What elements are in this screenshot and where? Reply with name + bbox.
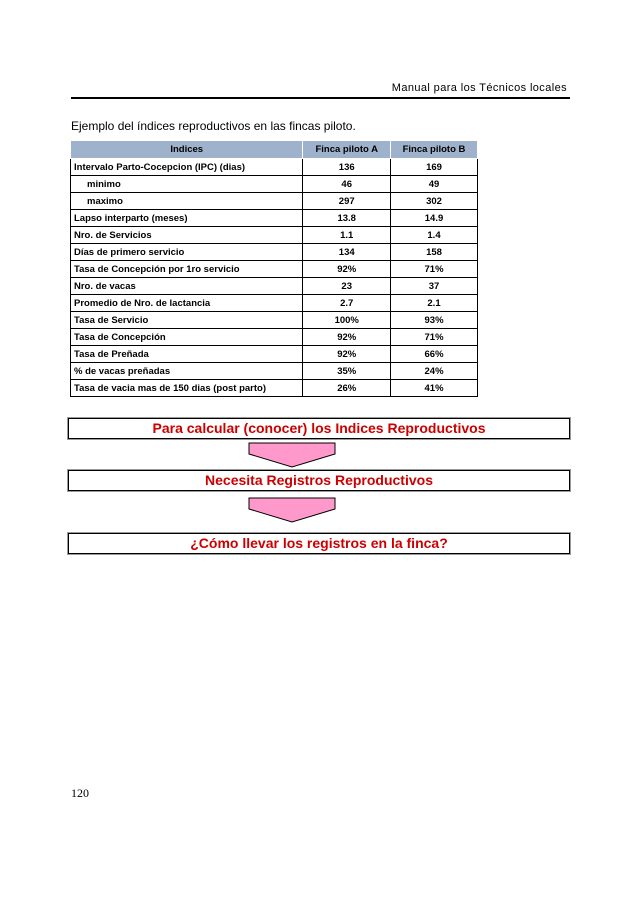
row-label: Tasa de Concepción por 1ro servicio	[71, 261, 303, 278]
down-arrow-icon	[248, 497, 336, 523]
value-finca-b: 71%	[391, 329, 478, 346]
value-finca-b: 1.4	[391, 227, 478, 244]
value-finca-a: 26%	[303, 380, 391, 397]
table-row	[71, 363, 478, 380]
header-title: Manual para los Técnicos locales	[391, 82, 567, 94]
value-finca-b: 302	[391, 193, 478, 210]
table-row	[71, 210, 478, 227]
table-row	[71, 244, 478, 261]
table-header-row	[71, 141, 478, 159]
row-label: Tasa de Servicio	[71, 312, 303, 329]
value-finca-a: 46	[303, 176, 391, 193]
row-label: % de vacas preñadas	[71, 363, 303, 380]
row-label: maximo	[71, 193, 303, 210]
row-label: Promedio de Nro. de lactancia	[71, 295, 303, 312]
column-header-finca-a: Finca piloto A	[303, 141, 391, 159]
table-row	[71, 278, 478, 295]
table-row	[71, 176, 478, 193]
value-finca-a: 1.1	[303, 227, 391, 244]
row-label: Intervalo Parto-Cocepcion (IPC) (dias)	[71, 159, 303, 176]
row-label: Tasa de Preñada	[71, 346, 303, 363]
value-finca-b: 169	[391, 159, 478, 176]
page-number: 120	[71, 786, 89, 800]
value-finca-b: 71%	[391, 261, 478, 278]
row-label: Tasa de Concepción	[71, 329, 303, 346]
value-finca-b: 24%	[391, 363, 478, 380]
value-finca-a: 35%	[303, 363, 391, 380]
value-finca-a: 92%	[303, 346, 391, 363]
value-finca-a: 92%	[303, 329, 391, 346]
column-header-indices: Indices	[71, 141, 303, 159]
value-finca-a: 297	[303, 193, 391, 210]
value-finca-a: 13.8	[303, 210, 391, 227]
header-rule	[71, 97, 570, 99]
table-row	[71, 329, 478, 346]
table-row	[71, 193, 478, 210]
value-finca-a: 134	[303, 244, 391, 261]
value-finca-b: 93%	[391, 312, 478, 329]
table-row	[71, 380, 478, 397]
table-row	[71, 159, 478, 176]
value-finca-b: 2.1	[391, 295, 478, 312]
flow-step-question: ¿Cómo llevar los registros en la finca?	[68, 533, 570, 554]
arrow-shape	[249, 443, 335, 467]
arrow-shape	[249, 498, 335, 522]
value-finca-b: 41%	[391, 380, 478, 397]
value-finca-b: 158	[391, 244, 478, 261]
value-finca-b: 37	[391, 278, 478, 295]
flow-step-registros: Necesita Registros Reproductivos	[68, 470, 570, 491]
value-finca-b: 66%	[391, 346, 478, 363]
value-finca-a: 23	[303, 278, 391, 295]
row-label: minimo	[71, 176, 303, 193]
row-label: Días de primero servicio	[71, 244, 303, 261]
value-finca-a: 92%	[303, 261, 391, 278]
column-header-finca-b: Finca piloto B	[391, 141, 478, 159]
value-finca-a: 2.7	[303, 295, 391, 312]
table-row	[71, 295, 478, 312]
table-row	[71, 312, 478, 329]
flow-step-calculate: Para calcular (conocer) los Indices Reproductivos	[68, 418, 570, 439]
value-finca-a: 100%	[303, 312, 391, 329]
row-label: Tasa de vacia mas de 150 dias (post parto)	[71, 380, 303, 397]
row-label: Nro. de Servicios	[71, 227, 303, 244]
down-arrow-icon	[248, 442, 336, 468]
value-finca-b: 14.9	[391, 210, 478, 227]
value-finca-a: 136	[303, 159, 391, 176]
value-finca-b: 49	[391, 176, 478, 193]
table-row	[71, 227, 478, 244]
row-label: Lapso interparto (meses)	[71, 210, 303, 227]
table-row	[71, 346, 478, 363]
row-label: Nro. de vacas	[71, 278, 303, 295]
table-row	[71, 261, 478, 278]
table-caption: Ejemplo del índices reproductivos en las fincas piloto.	[71, 119, 356, 133]
reproductive-indices-table	[70, 140, 478, 397]
